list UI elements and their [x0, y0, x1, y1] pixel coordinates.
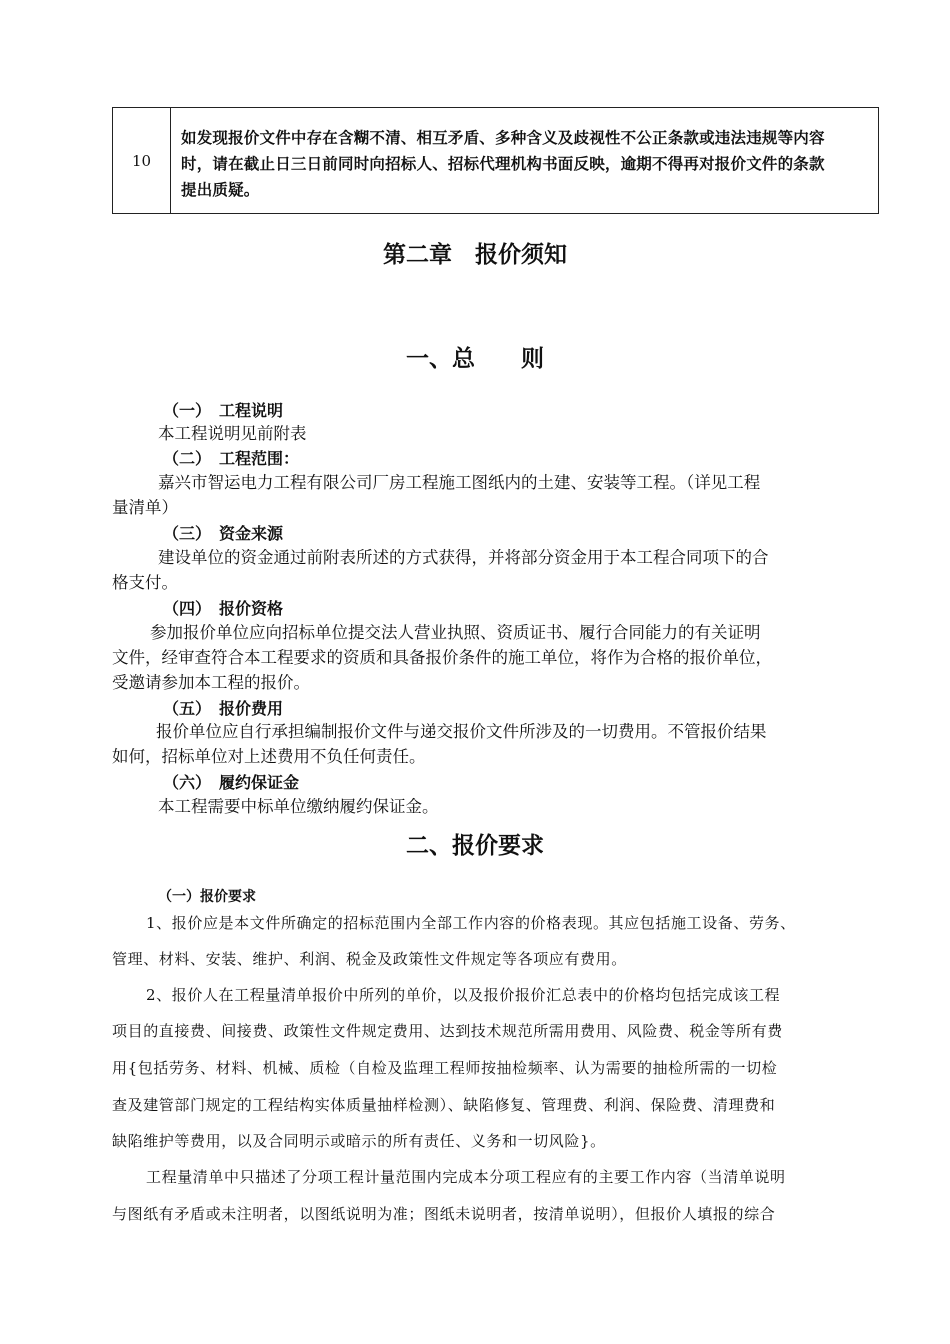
item-text: 格支付。: [112, 573, 178, 592]
clause-text-line: 时，请在截止日三日前同时向招标人、招标代理机构书面反映，逾期不得再对报价文件的条款: [181, 155, 825, 173]
section-1-title: 一、总 则: [405, 346, 544, 372]
item-text: 嘉兴市智运电力工程有限公司厂房工程施工图纸内的土建、安装等工程。（详见工程: [158, 473, 761, 492]
chapter-title: 第二章 报价须知: [383, 242, 567, 268]
item-text: 文件，经审查符合本工程要求的资质和具备报价条件的施工单位，将作为合格的报价单位，: [112, 648, 772, 667]
item-text: 参加报价单位应向招标单位提交法人营业执照、资质证书、履行合同能力的有关证明: [150, 623, 761, 642]
subsection-heading: （一）报价要求: [158, 889, 256, 905]
item-heading: （二） 工程范围：: [163, 449, 300, 468]
clause-number: 10: [113, 108, 171, 213]
paragraph-line: 用{包括劳务、材料、机械、质检（自检及监理工程师按抽检频率、认为需要的抽检所需的一切检: [112, 1059, 778, 1077]
clause-table-row: [112, 107, 879, 214]
item-text: 本工程说明见前附表: [158, 424, 307, 443]
item-heading: （六） 履约保证金: [163, 773, 300, 792]
item-text: 量清单）: [112, 498, 178, 517]
clause-text-line: 提出质疑。: [181, 181, 260, 199]
paragraph-line: 查及建管部门规定的工程结构实体质量抽样检测）、缺陷修复、管理费、利润、保险费、清理费和: [112, 1096, 776, 1114]
clause-text: [171, 108, 878, 213]
section-2-title: 二、报价要求: [406, 833, 544, 859]
paragraph-line: 与图纸有矛盾或未注明者，以图纸说明为准；图纸未说明者，按清单说明），但报价人填报的综合: [112, 1205, 776, 1223]
paragraph-line: 1、报价应是本文件所确定的招标范围内全部工作内容的价格表现。其应包括施工设备、劳务、: [146, 914, 796, 932]
item-heading: （三） 资金来源: [163, 524, 284, 543]
item-heading: （四） 报价资格: [163, 599, 284, 618]
paragraph-line: 缺陷维护等费用，以及合同明示或暗示的所有责任、义务和一切风险}。: [112, 1132, 606, 1150]
item-text: 受邀请参加本工程的报价。: [112, 673, 310, 692]
item-text: 本工程需要中标单位缴纳履约保证金。: [158, 797, 439, 816]
paragraph-line: 2、报价人在工程量清单报价中所列的单价，以及报价报价汇总表中的价格均包括完成该工程: [146, 986, 781, 1004]
item-text: 报价单位应自行承担编制报价文件与递交报价文件所涉及的一切费用。不管报价结果: [156, 722, 767, 741]
clause-text-line: 如发现报价文件中存在含糊不清、相互矛盾、多种含义及歧视性不公正条款或违法违规等内容: [181, 129, 825, 147]
paragraph-line: 管理、材料、安装、维护、利润、税金及政策性文件规定等各项应有费用。: [112, 950, 627, 968]
paragraph-line: 工程量清单中只描述了分项工程计量范围内完成本分项工程应有的主要工作内容（当清单说明: [146, 1168, 786, 1186]
item-text: 如何，招标单位对上述费用不负任何责任。: [112, 747, 426, 766]
item-text: 建设单位的资金通过前附表所述的方式获得，并将部分资金用于本工程合同项下的合: [158, 548, 769, 567]
item-heading: （一） 工程说明: [163, 401, 284, 420]
item-heading: （五） 报价费用: [163, 699, 284, 718]
paragraph-line: 项目的直接费、间接费、政策性文件规定费用、达到技术规范所需用费用、风险费、税金等所有费: [112, 1022, 783, 1040]
